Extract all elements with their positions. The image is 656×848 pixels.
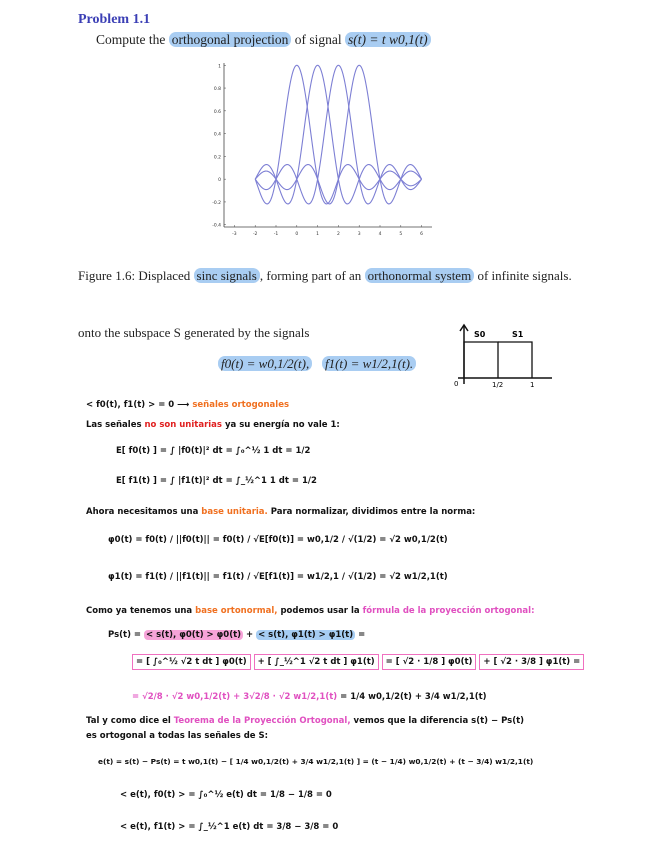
sketch-label-s0: S0: [474, 330, 486, 339]
note-integrals: [132, 657, 584, 667]
x-tick-label: -2: [252, 232, 258, 237]
note-text: podemos usar la: [280, 606, 360, 616]
y-tick-label: 0: [218, 178, 221, 184]
note-theorem: Teorema de la Proyección Ortogonal,: [173, 716, 351, 726]
y-tick-label: 0.6: [213, 109, 221, 115]
note-phi1: φ1(t) = f1(t) / ||f1(t)|| = f1(t) / √E[f1(t)] = w1/2,1 / √(1/2) = √2 w1/2,1(t): [108, 572, 448, 582]
figure-caption: [78, 266, 578, 285]
problem-title: Problem 1.1: [78, 12, 151, 27]
y-tick-label: -0.2: [212, 200, 221, 206]
note-integral-1: + [ ∫_½^1 √2 t dt ] φ1(t): [254, 654, 379, 670]
x-tick-label: 1: [316, 232, 320, 237]
f0-definition: f0(t) = w0,1/2(t),: [218, 356, 312, 371]
note-line-2: [86, 420, 340, 430]
highlight-orthonormal-system: orthonormal system: [365, 268, 475, 283]
caption-label: Figure 1.6:: [78, 268, 136, 283]
note-text: Para normalizar, dividimos entre la norma:: [270, 507, 476, 517]
sinc-curve: [255, 65, 421, 204]
rect-sketch: [448, 322, 558, 388]
caption-prefix: Displaced: [138, 268, 191, 283]
sketch-label-s1: S1: [512, 330, 524, 339]
note-text: Ps(t) =: [108, 630, 142, 640]
note-inner-product: < f0(t), f1(t) > = 0: [86, 400, 175, 410]
subspace-text: onto the subspace S generated by the signals: [78, 325, 310, 340]
note-energy-f0: E[ f0(t) ] = ∫ |f0(t)|² dt = ∫₀^½ 1 dt = 1/2: [116, 446, 311, 456]
x-tick-label: 3: [357, 232, 361, 237]
y-tick-label: 0.8: [213, 87, 221, 93]
x-tick-label: 6: [420, 232, 424, 237]
basis-signals: [218, 356, 416, 372]
note-line-13: es ortogonal a todas las señales de S:: [86, 731, 269, 741]
note-orthogonal-signals: señales ortogonales: [192, 400, 290, 410]
note-projection: [108, 630, 365, 640]
statement-middle: of signal: [294, 32, 342, 47]
sinc-curve: [255, 65, 421, 204]
note-check-f0: < e(t), f0(t) > = ∫₀^½ e(t) dt = 1/8 − 1/8 = 0: [120, 790, 332, 800]
note-text: Las señales: [86, 420, 142, 430]
note-equals: =: [358, 630, 366, 640]
highlight-sinc-signals: sinc signals: [194, 268, 260, 283]
problem-statement: [96, 32, 431, 48]
x-tick-label: 5: [399, 232, 403, 237]
note-orthonormal-base: base ortonormal,: [195, 606, 278, 616]
note-integral-0: = [ ∫₀^½ √2 t dt ] φ0(t): [132, 654, 251, 670]
note-text: ya su energía no vale 1:: [224, 420, 340, 430]
caption-suffix: of infinite signals.: [477, 268, 572, 283]
note-text: Tal y como dice el: [86, 716, 171, 726]
sinc-curve: [255, 65, 421, 204]
y-tick-label: -0.4: [212, 223, 221, 229]
note-result-simplified: = 1/4 w0,1/2(t) + 3/4 w1/2,1(t): [340, 692, 487, 702]
note-line-5: [86, 507, 475, 517]
highlight-signal: s(t) = t w0,1(t): [345, 32, 431, 47]
x-tick-label: -1: [273, 232, 279, 237]
note-result: [132, 692, 487, 702]
note-line-8: [86, 606, 534, 616]
note-phi0: φ0(t) = f0(t) / ||f0(t)|| = f0(t) / √E[f0(t)] = w0,1/2 / √(1/2) = √2 w0,1/2(t): [108, 535, 448, 545]
note-text: Como ya tenemos una: [86, 606, 193, 616]
note-projection-formula: fórmula de la proyección ortogonal:: [362, 606, 535, 616]
note-line-1: [86, 400, 289, 410]
sketch-tick-1: 1: [530, 381, 535, 388]
x-tick-label: 0: [295, 232, 299, 237]
note-energy-f1: E[ f1(t) ] = ∫ |f1(t)|² dt = ∫_½^1 1 dt = 1/2: [116, 476, 317, 486]
highlight-orthogonal-projection: orthogonal projection: [169, 32, 292, 47]
y-tick-label: 1: [218, 64, 221, 70]
sketch-tick-half: 1/2: [492, 381, 504, 388]
x-tick-label: 2: [336, 232, 340, 237]
note-plus: +: [246, 630, 254, 640]
statement-prefix: Compute the: [96, 32, 166, 47]
note-text: Ahora necesitamos una: [86, 507, 199, 517]
note-text: vemos que la diferencia s(t) − Ps(t): [353, 716, 525, 726]
arrow-icon: ⟶: [177, 400, 190, 410]
note-line-12: [86, 716, 524, 726]
sinc-figure: [200, 55, 445, 245]
note-result-term-0: = √2/8 · √2 w0,1/2(t): [132, 692, 231, 702]
note-unitary-base: base unitaria.: [201, 507, 268, 517]
note-proj-term-0: < s(t), φ0(t) > φ0(t): [146, 630, 242, 640]
f1-definition: f1(t) = w1/2,1(t).: [322, 356, 416, 371]
caption-middle: , forming part of an: [259, 268, 362, 283]
x-tick-label: -3: [232, 232, 237, 237]
note-value-1: + [ √2 · 3/8 ] φ1(t) =: [479, 654, 584, 670]
sinc-curve: [255, 65, 421, 204]
note-result-term-1: + 3√2/8 · √2 w1/2,1(t): [233, 692, 338, 702]
note-value-0: = [ √2 · 1/8 ] φ0(t): [382, 654, 477, 670]
y-tick-label: 0.4: [213, 132, 221, 138]
note-proj-term-1: < s(t), φ1(t) > φ1(t): [258, 630, 354, 640]
sketch-tick-0: 0: [454, 380, 459, 388]
x-tick-label: 4: [378, 232, 382, 237]
note-error-signal: e(t) = s(t) − Ps(t) = t w0,1(t) − [ 1/4 w0,1/2(t) + 3/4 w1/2,1(t) ] = (t − 1/4) w0,1/2(t) + (t − 3/4) w1/2,1(t): [98, 757, 534, 766]
note-check-f1: < e(t), f1(t) > = ∫_½^1 e(t) dt = 3/8 − 3/8 = 0: [120, 822, 339, 832]
note-not-unitary: no son unitarias: [144, 420, 222, 430]
y-axis: [224, 63, 432, 227]
y-tick-label: 0.2: [213, 155, 221, 161]
